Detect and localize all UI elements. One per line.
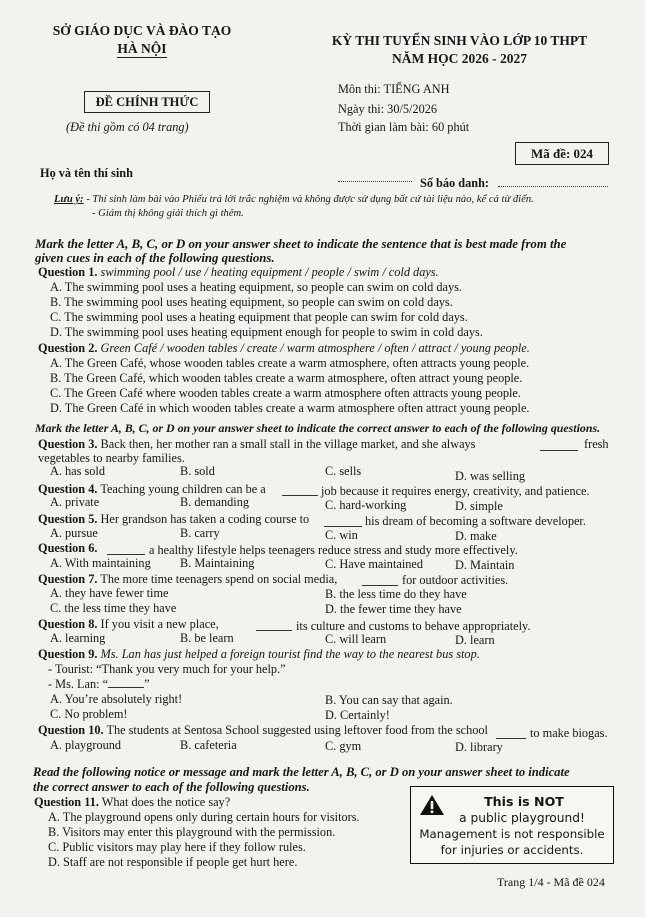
q11-option-b: B. Visitors may enter this playground with the permission. [48, 825, 336, 839]
q2-option-d: D. The Green Café in which wooden tables create a warm atmosphere often attract young people. [50, 401, 530, 415]
question-7 [38, 572, 337, 587]
q4-blank [282, 495, 318, 496]
question-1-label: Question 1. [38, 265, 98, 279]
question-8-stem: If you visit a new place, [100, 617, 219, 631]
q9-blank [108, 687, 144, 688]
warning-icon [419, 793, 445, 817]
q5-option-c: C. win [325, 528, 358, 542]
question-1 [38, 265, 439, 280]
question-6-stem: a healthy lifestyle helps teenagers reduce stress and study more effectively. [149, 543, 518, 557]
question-9-stem: Ms. Lan has just helped a foreign tourist find the way to the nearest bus stop. [100, 647, 480, 661]
q9-option-d: D. Certainly! [325, 708, 390, 722]
q6-option-b: B. Maintaining [180, 556, 255, 570]
notes-label: Lưu ý: [54, 194, 84, 205]
q11-option-a: A. The playground opens only during certain hours for visitors. [48, 810, 360, 824]
question-3-line2: vegetables to nearby families. [38, 451, 185, 465]
notes-line1 [54, 193, 534, 208]
question-10-stem: The students at Sentosa School suggested using leftover food from the school [106, 723, 488, 737]
notice-line3: Management is not responsible [419, 827, 605, 841]
question-2-label: Question 2. [38, 341, 98, 355]
q8-option-c: C. will learn [325, 632, 387, 646]
pages-note: (Đề thi gồm có 04 trang) [66, 120, 189, 134]
section1-instruction-1: Mark the letter A, B, C, or D on your answer sheet to indicate the sentence that is best made from the [35, 237, 567, 251]
notes-line2: - Giám thị không giải thích gì thêm. [92, 208, 244, 219]
q8-option-b: B. be learn [180, 631, 234, 645]
q2-option-a: A. The Green Café, whose wooden tables create a warm atmosphere, often attracts young people. [50, 356, 530, 370]
q10-blank [496, 738, 526, 739]
q10-option-b: B. cafeteria [180, 738, 237, 752]
q4-option-c: C. hard-working [325, 498, 407, 512]
question-6-label: Question 6. [38, 541, 98, 555]
school-year: NĂM HỌC 2026 - 2027 [392, 50, 527, 66]
section3-instruction-1: Read the following notice or message and mark the letter A, B, C, or D on your answer sheet to indicate [33, 765, 570, 779]
notice-line2: a public playground! [459, 811, 585, 825]
id-dots [498, 186, 608, 187]
question-10 [38, 723, 488, 738]
q7-blank [362, 585, 398, 586]
official-label: ĐỀ CHÍNH THỨC [84, 91, 210, 113]
q4-option-a: A. private [50, 495, 100, 509]
q11-option-d: D. Staff are not responsible if people get hurt here. [48, 855, 298, 869]
department-name: SỞ GIÁO DỤC VÀ ĐÀO TẠO [52, 23, 232, 38]
q3-option-a: A. has sold [50, 464, 105, 478]
question-7-stem-end: for outdoor activities. [402, 573, 509, 587]
header-right [292, 34, 627, 66]
question-3-stem-end: fresh [584, 437, 609, 451]
q6-option-d: D. Maintain [455, 558, 515, 572]
question-4-stem: Teaching young children can be a [100, 482, 266, 496]
page-footer: Trang 1/4 - Mã đề 024 [497, 875, 605, 889]
q8-blank [256, 630, 292, 631]
q8-option-a: A. learning [50, 631, 106, 645]
q3-blank [540, 450, 578, 451]
question-10-label: Question 10. [38, 723, 104, 737]
question-5-label: Question 5. [38, 512, 98, 526]
q1-option-b: B. The swimming pool uses heating equipment, so people can swim on cold days. [50, 295, 453, 309]
q10-option-d: D. library [455, 740, 503, 754]
q1-option-d: D. The swimming pool uses heating equipment enough for people to swim in cold days. [50, 325, 483, 339]
q10-option-a: A. playground [50, 738, 122, 752]
question-3 [38, 437, 475, 452]
header-left [42, 24, 242, 56]
exam-date: Ngày thi: 30/5/2026 [338, 102, 438, 116]
question-9 [38, 647, 480, 662]
q7-option-c: C. the less time they have [50, 601, 177, 615]
q6-option-c: C. Have maintained [325, 557, 424, 571]
q2-option-b: B. The Green Café, which wooden tables create a warm atmosphere, often attract young people. [50, 371, 523, 385]
notice-line4: for injuries or accidents. [440, 843, 584, 857]
notice-line1: This is NOT [484, 794, 564, 809]
question-4-stem-end: job because it requires energy, creativity, and patience. [321, 484, 590, 498]
question-3-label: Question 3. [38, 437, 98, 451]
question-8-stem-end: its culture and customs to behave appropriately. [296, 619, 531, 633]
q9-option-a: A. You’re absolutely right! [50, 692, 183, 706]
q9-tourist-line: - Tourist: “Thank you very much for your help.” [48, 662, 286, 676]
question-3-stem: Back then, her mother ran a small stall in the village market, and she always [100, 437, 476, 451]
q7-option-a: A. they have fewer time [50, 586, 169, 600]
q3-option-c: C. sells [325, 464, 362, 478]
question-5-stem-end: his dream of becoming a software developer. [365, 514, 586, 528]
q6-option-a: A. With maintaining [50, 556, 151, 570]
question-2 [38, 341, 530, 356]
q1-option-c: C. The swimming pool uses a heating equipment that people can swim for cold days. [50, 310, 468, 324]
city-name: HÀ NỘI [117, 40, 167, 56]
question-2-cue: Green Café / wooden tables / create / warm atmosphere / often / attract / young people. [100, 341, 530, 355]
question-5-stem: Her grandson has taken a coding course to [100, 512, 310, 526]
q5-option-d: D. make [455, 529, 497, 543]
question-10-stem-end: to make biogas. [530, 726, 608, 740]
q9-lan-open: - Ms. Lan: “ [48, 677, 109, 691]
q11-option-c: C. Public visitors may play here if they follow rules. [48, 840, 306, 854]
section2-instruction: Mark the letter A, B, C, or D on your answer sheet to indicate the correct answer to each of the following questions. [35, 421, 601, 435]
question-11 [34, 795, 230, 810]
q9-option-b: B. You can say that again. [325, 693, 453, 707]
section1-instruction-2: given cues in each of the following questions. [35, 251, 275, 265]
question-7-stem: The more time teenagers spend on social media, [100, 572, 338, 586]
q3-option-d: D. was selling [455, 469, 526, 483]
question-1-cue: swimming pool / use / heating equipment / people / swim / cold days. [100, 265, 439, 279]
question-11-stem: What does the notice say? [101, 795, 231, 809]
question-11-label: Question 11. [34, 795, 99, 809]
q3-option-b: B. sold [180, 464, 215, 478]
q7-option-b: B. the less time do they have [325, 587, 467, 601]
name-dots [338, 181, 412, 182]
question-5 [38, 512, 309, 527]
candidate-id-label: Số báo danh: [420, 176, 490, 190]
q4-option-d: D. simple [455, 499, 503, 513]
section3-instruction-2: the correct answer to each of the following questions. [33, 780, 310, 794]
question-8 [38, 617, 219, 632]
q5-blank [324, 526, 362, 527]
question-6 [38, 541, 97, 556]
q9-lan-close: ” [144, 677, 150, 691]
question-9-label: Question 9. [38, 647, 98, 661]
subject: Môn thi: TIẾNG ANH [338, 82, 450, 96]
notice-box [410, 786, 614, 864]
question-7-label: Question 7. [38, 572, 98, 586]
q8-option-d: D. learn [455, 633, 495, 647]
q2-option-c: C. The Green Café where wooden tables create a warm atmosphere often attracts young people. [50, 386, 521, 400]
question-8-label: Question 8. [38, 617, 98, 631]
notes-text-1: - Thí sinh làm bài vào Phiếu trả lời trắc nghiệm và không được sử dụng bất cứ tài liệu nào, kể cả từ điển. [86, 194, 534, 205]
q7-option-d: D. the fewer time they have [325, 602, 462, 616]
q5-option-b: B. carry [180, 526, 220, 540]
q9-lan-line [48, 677, 150, 692]
q1-option-a: A. The swimming pool uses a heating equipment, so people can swim on cold days. [50, 280, 462, 294]
exam-title: KỲ THI TUYỂN SINH VÀO LỚP 10 THPT [331, 33, 588, 48]
exam-code-box: Mã đề: 024 [515, 142, 609, 165]
q10-option-c: C. gym [325, 739, 362, 753]
q6-blank [107, 554, 145, 555]
q9-option-c: C. No problem! [50, 707, 128, 721]
candidate-name-label: Họ và tên thí sinh [40, 166, 133, 180]
duration: Thời gian làm bài: 60 phút [338, 120, 470, 134]
q5-option-a: A. pursue [50, 526, 98, 540]
q4-option-b: B. demanding [180, 495, 249, 509]
question-4-label: Question 4. [38, 482, 98, 496]
